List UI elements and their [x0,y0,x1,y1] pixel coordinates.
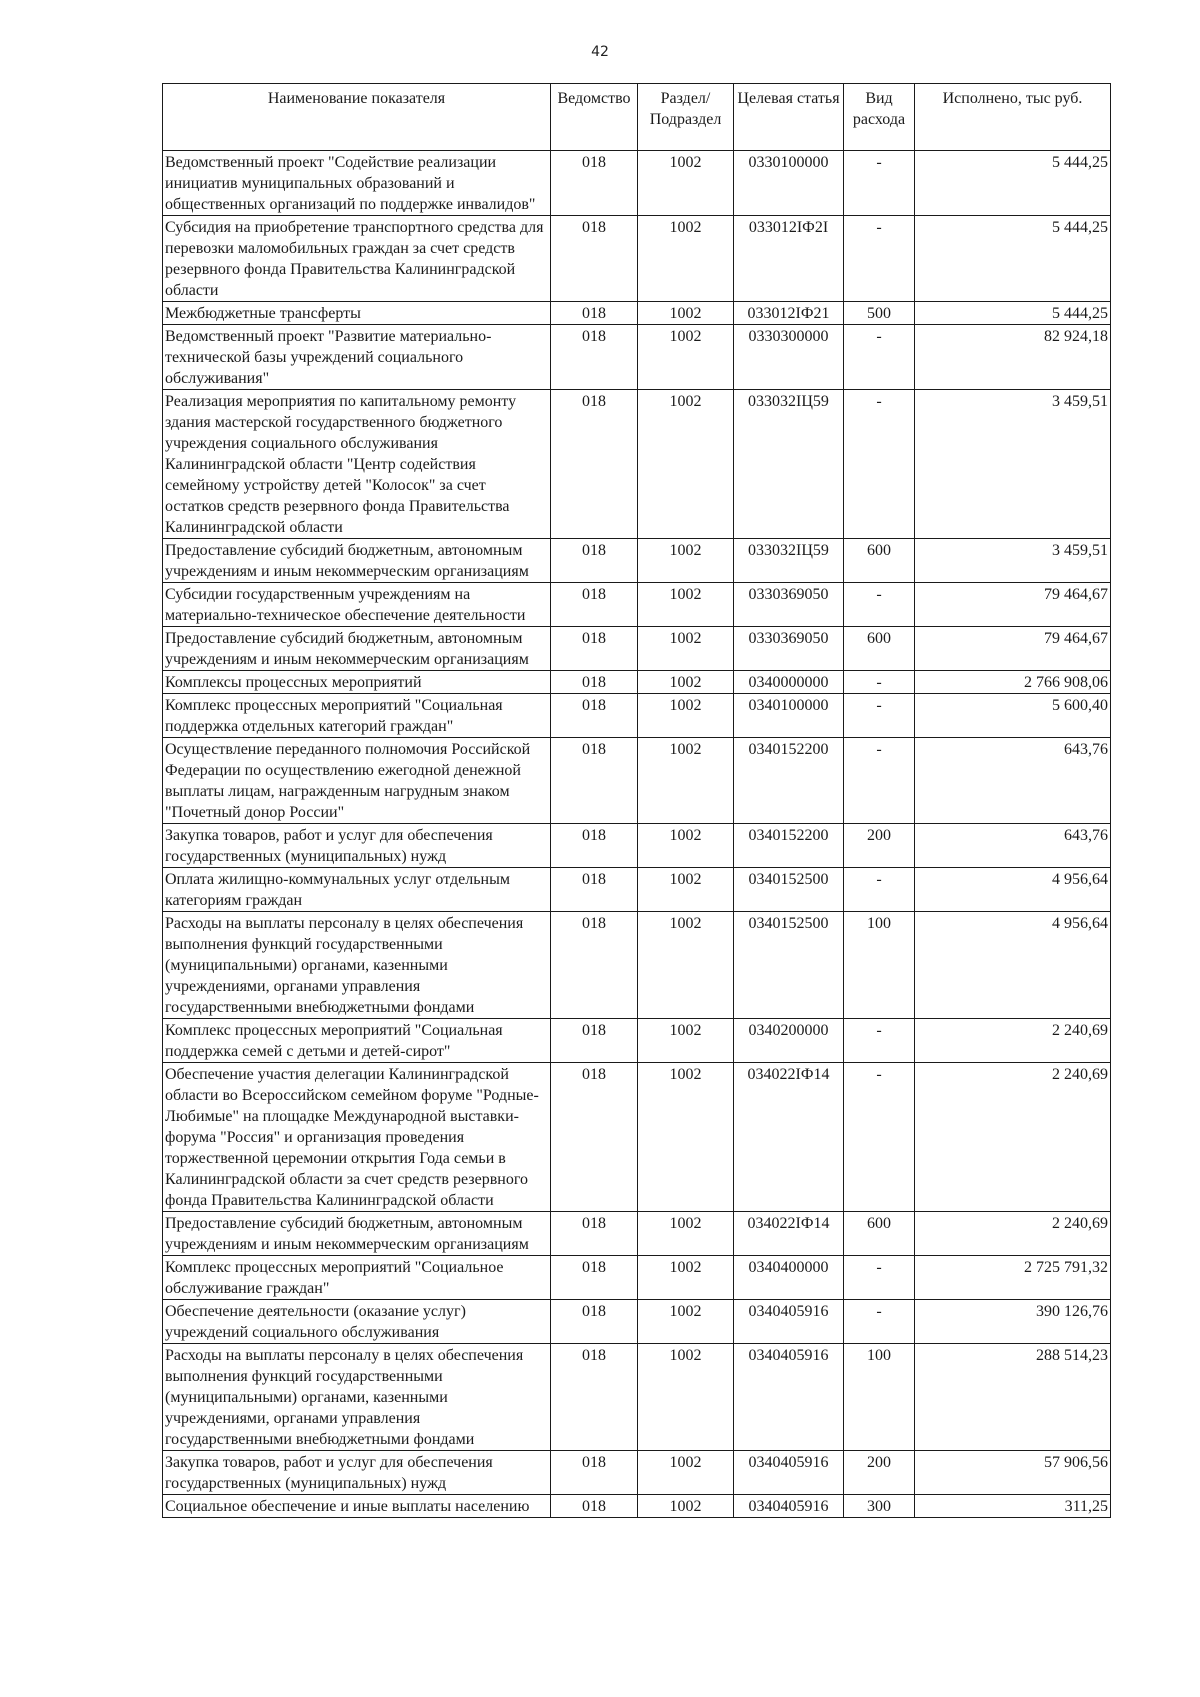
row-target: 0340405916 [734,1451,844,1495]
row-target: 0340152200 [734,824,844,868]
row-name: Оплата жилищно-коммунальных услуг отдельным категориям граждан [163,868,551,912]
row-name: Обеспечение участия делегации Калининградской области во Всероссийском семейном форуме "Родные-Любимые" на площадке Международной выставки-форума "Россия" и организация проведения торжественной церемонии открытия Года семьи в Калининградской области за счет средств резервного фонда Правительства Калининградской области [163,1063,551,1212]
row-name: Расходы на выплаты персоналу в целях обеспечения выполнения функций государственными (муниципальными) органами, казенными учреждениями, органами управления государственными внебюджетными фондами [163,1344,551,1451]
row-expense-type: - [844,583,915,627]
row-target: 0330300000 [734,325,844,390]
row-section: 1002 [638,627,734,671]
row-expense-type: - [844,868,915,912]
row-target: 0340400000 [734,1256,844,1300]
table-row [163,1019,1111,1063]
row-section: 1002 [638,694,734,738]
row-target: 034022ІФ14 [734,1063,844,1212]
row-section: 1002 [638,868,734,912]
row-amount: 643,76 [915,824,1111,868]
row-expense-type: 100 [844,912,915,1019]
row-target: 0330369050 [734,627,844,671]
row-department: 018 [551,694,638,738]
row-name: Комплекс процессных мероприятий "Социальная поддержка отдельных категорий граждан" [163,694,551,738]
row-amount: 288 514,23 [915,1344,1111,1451]
row-amount: 390 126,76 [915,1300,1111,1344]
row-department: 018 [551,824,638,868]
row-target: 0340405916 [734,1300,844,1344]
row-department: 018 [551,912,638,1019]
row-section: 1002 [638,539,734,583]
row-expense-type: - [844,390,915,539]
row-expense-type: - [844,1300,915,1344]
table-row [163,325,1111,390]
row-section: 1002 [638,824,734,868]
row-section: 1002 [638,671,734,694]
row-amount: 5 600,40 [915,694,1111,738]
row-section: 1002 [638,912,734,1019]
table-row [163,151,1111,216]
row-amount: 2 725 791,32 [915,1256,1111,1300]
row-name: Комплексы процессных мероприятий [163,671,551,694]
row-target: 0340200000 [734,1019,844,1063]
row-target: 0330369050 [734,583,844,627]
row-expense-type: - [844,1019,915,1063]
row-section: 1002 [638,151,734,216]
table-row [163,302,1111,325]
table-row [163,1063,1111,1212]
row-amount: 2 240,69 [915,1212,1111,1256]
row-expense-type: 300 [844,1495,915,1518]
row-target: 034022ІФ14 [734,1212,844,1256]
row-section: 1002 [638,1300,734,1344]
row-amount: 4 956,64 [915,868,1111,912]
header-department: Ведомство [551,84,638,151]
row-amount: 79 464,67 [915,583,1111,627]
row-name: Социальное обеспечение и иные выплаты населению [163,1495,551,1518]
row-department: 018 [551,738,638,824]
row-name: Ведомственный проект "Содействие реализации инициатив муниципальных образований и общественных организаций по поддержке инвалидов" [163,151,551,216]
row-department: 018 [551,390,638,539]
row-expense-type: - [844,1063,915,1212]
row-amount: 4 956,64 [915,912,1111,1019]
table-header-row [163,84,1111,151]
row-department: 018 [551,216,638,302]
row-target: 033032ІЦ59 [734,390,844,539]
header-name: Наименование показателя [163,84,551,151]
row-section: 1002 [638,1344,734,1451]
row-target: 0340405916 [734,1495,844,1518]
row-amount: 643,76 [915,738,1111,824]
row-target: 033032ІЦ59 [734,539,844,583]
header-target: Целевая статья [734,84,844,151]
row-target: 0340152500 [734,868,844,912]
row-name: Субсидия на приобретение транспортного средства для перевозки маломобильных граждан за счет средств резервного фонда Правительства Калининградской области [163,216,551,302]
header-section: Раздел/ Подраздел [638,84,734,151]
row-department: 018 [551,627,638,671]
row-section: 1002 [638,583,734,627]
table-row [163,912,1111,1019]
row-amount: 57 906,56 [915,1451,1111,1495]
row-expense-type: 200 [844,1451,915,1495]
row-department: 018 [551,1212,638,1256]
row-name: Предоставление субсидий бюджетным, автономным учреждениям и иным некоммерческим организациям [163,1212,551,1256]
row-target: 0340152500 [734,912,844,1019]
row-amount: 2 240,69 [915,1063,1111,1212]
row-target: 0330100000 [734,151,844,216]
row-department: 018 [551,302,638,325]
row-amount: 3 459,51 [915,539,1111,583]
row-expense-type: - [844,694,915,738]
table-row [163,1212,1111,1256]
row-target: 033012ІФ21 [734,302,844,325]
page-number: 42 [591,44,609,60]
row-expense-type: - [844,216,915,302]
row-section: 1002 [638,1495,734,1518]
row-department: 018 [551,151,638,216]
table-row [163,1256,1111,1300]
row-name: Предоставление субсидий бюджетным, автономным учреждениям и иным некоммерческим организациям [163,539,551,583]
table-row [163,539,1111,583]
row-section: 1002 [638,325,734,390]
row-amount: 5 444,25 [915,302,1111,325]
row-department: 018 [551,1300,638,1344]
table-row [163,1300,1111,1344]
row-department: 018 [551,1495,638,1518]
row-section: 1002 [638,1063,734,1212]
row-department: 018 [551,671,638,694]
row-section: 1002 [638,390,734,539]
row-expense-type: 600 [844,1212,915,1256]
row-name: Осуществление переданного полномочия Российской Федерации по осуществлению ежегодной денежной выплаты лицам, награжденным нагрудным знаком "Почетный донор России" [163,738,551,824]
row-name: Закупка товаров, работ и услуг для обеспечения государственных (муниципальных) нужд [163,1451,551,1495]
row-amount: 2 240,69 [915,1019,1111,1063]
row-section: 1002 [638,216,734,302]
row-expense-type: - [844,671,915,694]
row-section: 1002 [638,1451,734,1495]
row-name: Расходы на выплаты персоналу в целях обеспечения выполнения функций государственными (муниципальными) органами, казенными учреждениями, органами управления государственными внебюджетными фондами [163,912,551,1019]
row-department: 018 [551,1019,638,1063]
row-target: 0340100000 [734,694,844,738]
row-expense-type: 600 [844,539,915,583]
row-target: 0340405916 [734,1344,844,1451]
row-department: 018 [551,325,638,390]
header-expense-type: Вид расхода [844,84,915,151]
row-section: 1002 [638,738,734,824]
row-target: 033012ІФ2І [734,216,844,302]
row-name: Комплекс процессных мероприятий "Социальная поддержка семей с детьми и детей-сирот" [163,1019,551,1063]
row-name: Закупка товаров, работ и услуг для обеспечения государственных (муниципальных) нужд [163,824,551,868]
row-department: 018 [551,1256,638,1300]
row-name: Обеспечение деятельности (оказание услуг) учреждений социального обслуживания [163,1300,551,1344]
row-amount: 3 459,51 [915,390,1111,539]
row-expense-type: 600 [844,627,915,671]
row-amount: 82 924,18 [915,325,1111,390]
row-name: Предоставление субсидий бюджетным, автономным учреждениям и иным некоммерческим организациям [163,627,551,671]
row-name: Реализация мероприятия по капитальному ремонту здания мастерской государственного бюджетного учреждения социального обслуживания Калининградской области "Центр содействия семейному устройству детей "Колосок" за счет остатков средств резервного фонда Правительства Калининградской области [163,390,551,539]
table-row [163,390,1111,539]
header-amount: Исполнено, тыс руб. [915,84,1111,151]
table-row [163,694,1111,738]
table-row [163,1495,1111,1518]
row-amount: 79 464,67 [915,627,1111,671]
row-expense-type: - [844,1256,915,1300]
row-name: Ведомственный проект "Развитие материально-технической базы учреждений социального обслуживания" [163,325,551,390]
row-expense-type: 500 [844,302,915,325]
row-expense-type: - [844,325,915,390]
table-row [163,1451,1111,1495]
row-department: 018 [551,583,638,627]
table-row [163,824,1111,868]
table-row [163,627,1111,671]
row-department: 018 [551,1451,638,1495]
row-expense-type: 200 [844,824,915,868]
row-amount: 311,25 [915,1495,1111,1518]
row-amount: 5 444,25 [915,151,1111,216]
row-name: Субсидии государственным учреждениям на материально-техническое обеспечение деятельности [163,583,551,627]
row-target: 0340152200 [734,738,844,824]
row-department: 018 [551,1344,638,1451]
row-section: 1002 [638,302,734,325]
row-section: 1002 [638,1019,734,1063]
table-row [163,216,1111,302]
row-section: 1002 [638,1256,734,1300]
row-section: 1002 [638,1212,734,1256]
row-expense-type: - [844,738,915,824]
row-target: 0340000000 [734,671,844,694]
row-department: 018 [551,868,638,912]
table-row [163,1344,1111,1451]
row-name: Межбюджетные трансферты [163,302,551,325]
row-amount: 2 766 908,06 [915,671,1111,694]
table-row [163,671,1111,694]
row-name: Комплекс процессных мероприятий "Социальное обслуживание граждан" [163,1256,551,1300]
table-row [163,583,1111,627]
row-expense-type: - [844,151,915,216]
row-department: 018 [551,539,638,583]
budget-table [162,83,1111,1518]
row-expense-type: 100 [844,1344,915,1451]
table-row [163,738,1111,824]
table-row [163,868,1111,912]
row-department: 018 [551,1063,638,1212]
row-amount: 5 444,25 [915,216,1111,302]
